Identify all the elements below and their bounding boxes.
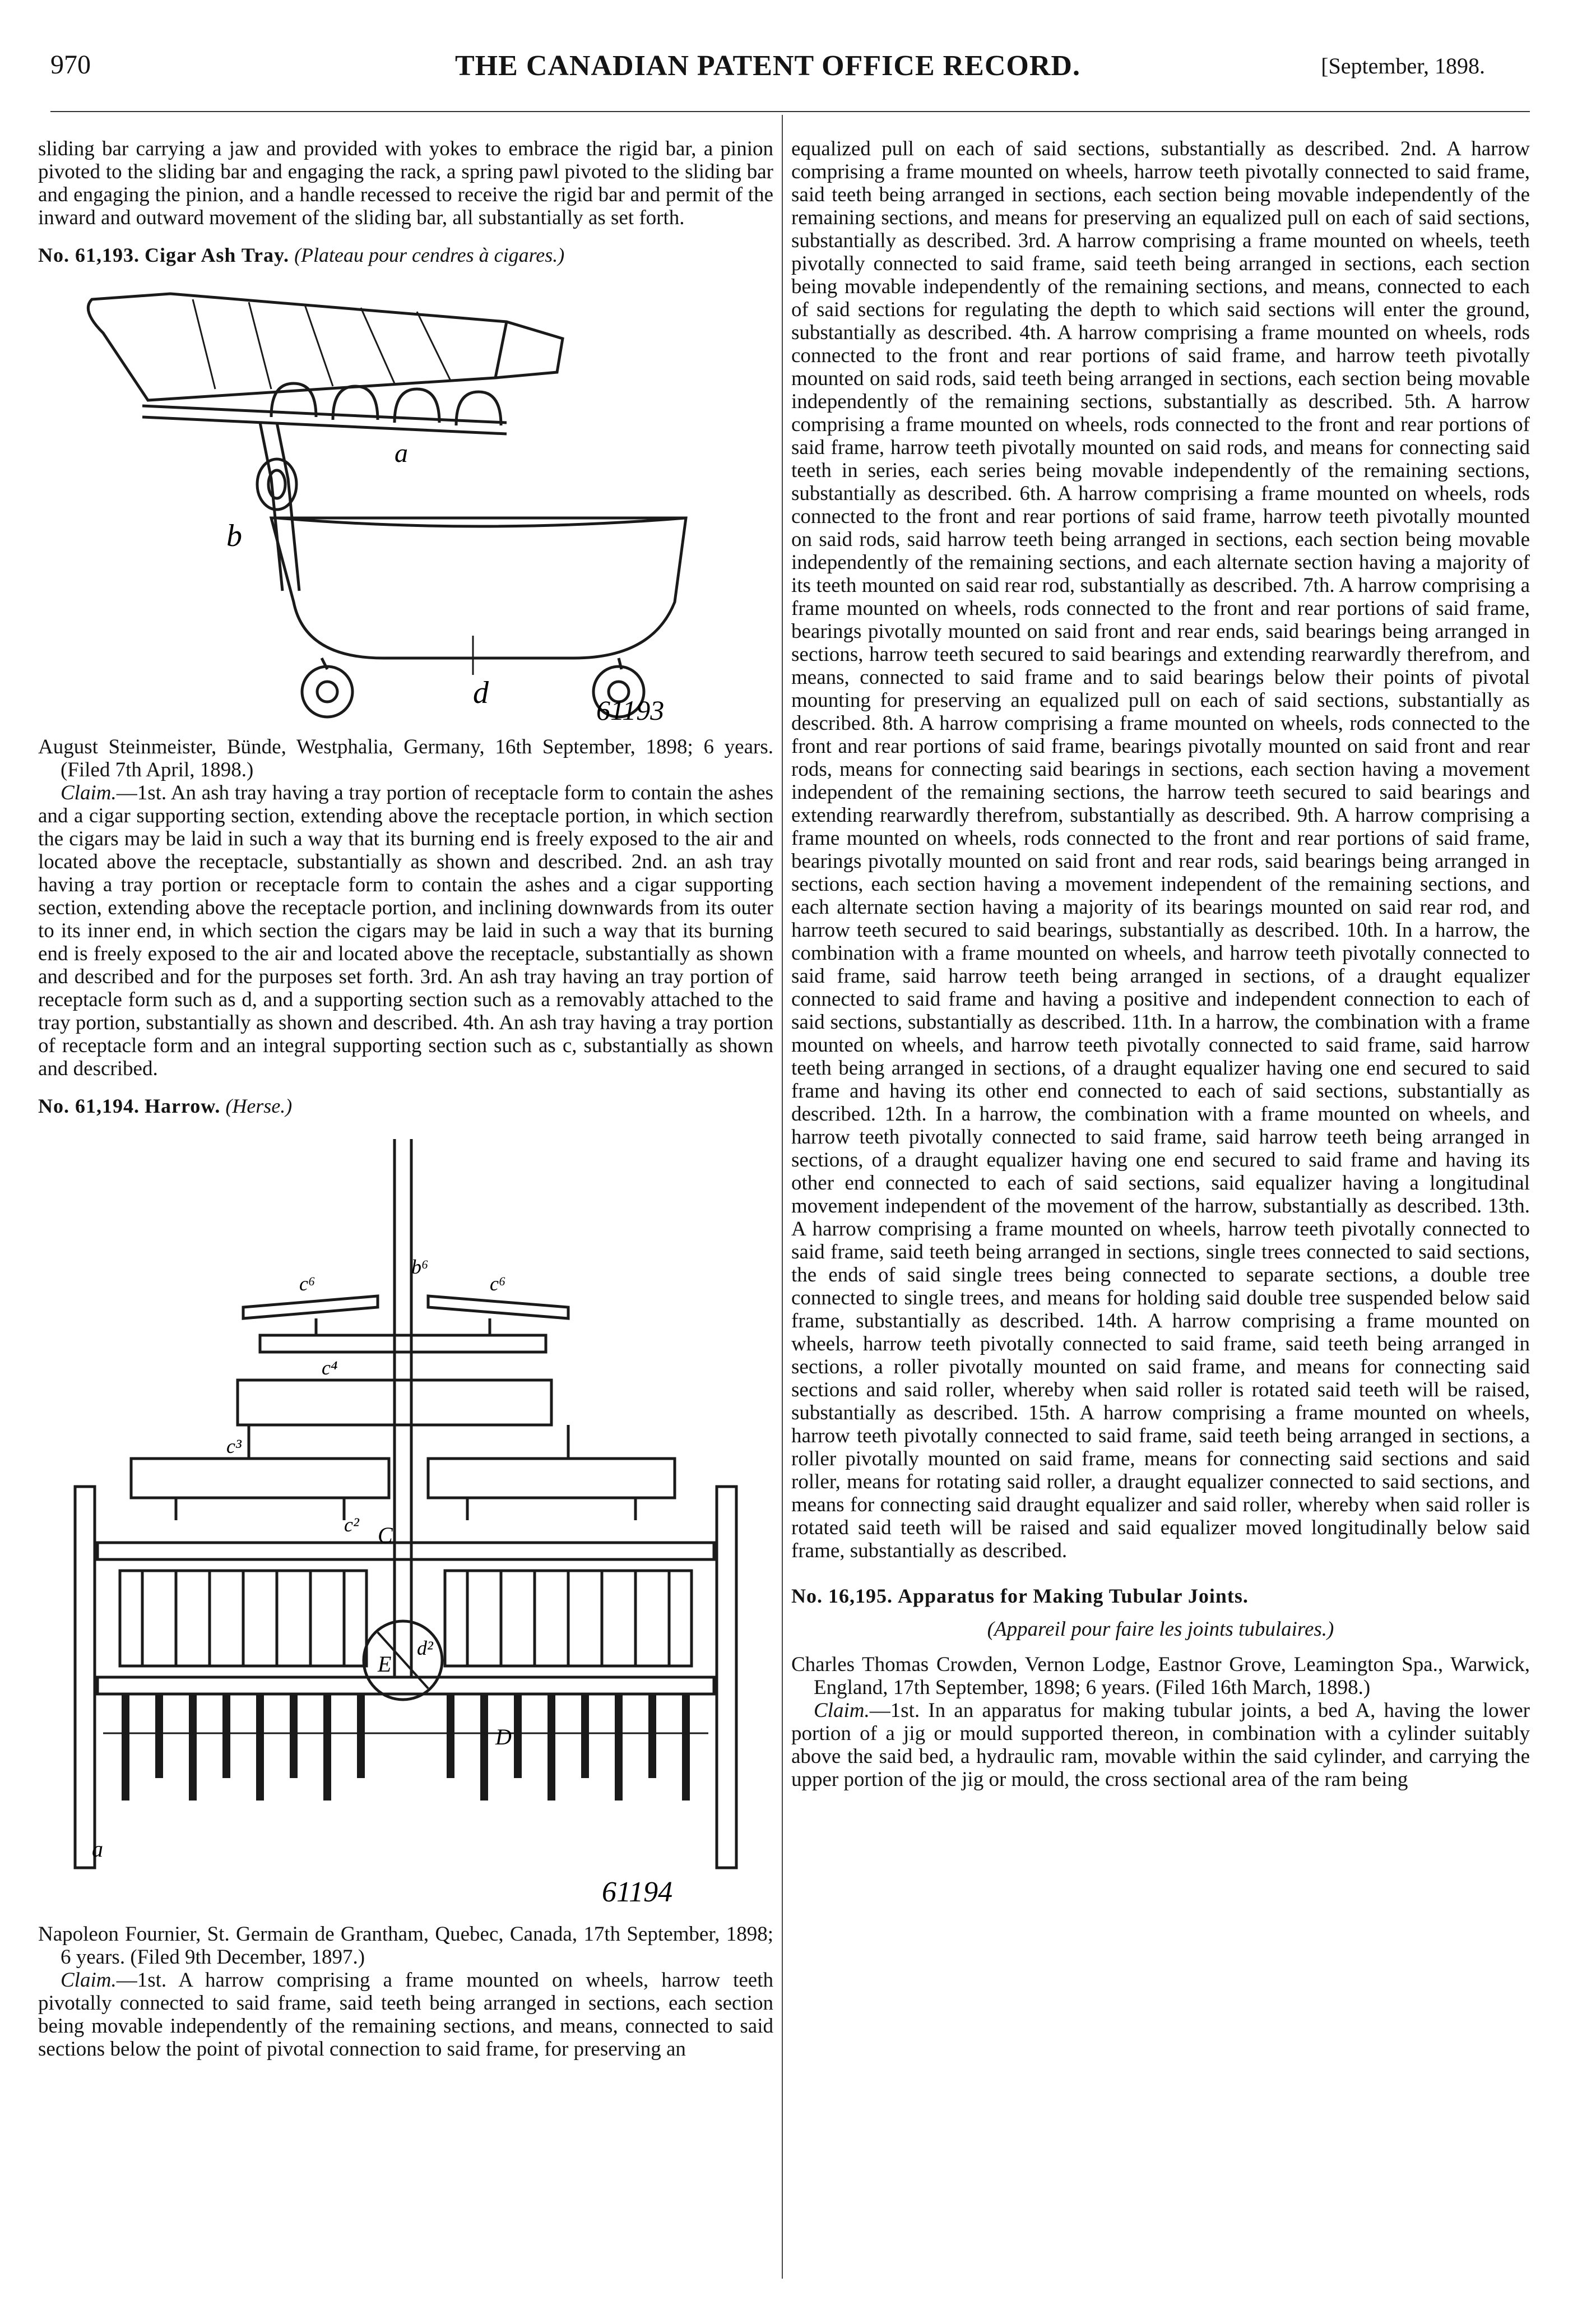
patent-number: No. 16,195. <box>791 1585 893 1607</box>
right-column <box>791 137 1530 1791</box>
claim-61193 <box>38 781 773 1080</box>
figure-label-E: E <box>378 1651 392 1677</box>
cigar-ash-tray-figure <box>69 277 742 725</box>
journal-title: THE CANADIAN PATENT OFFICE RECORD. <box>455 50 1080 82</box>
patent-heading-61194 <box>38 1095 773 1118</box>
patent-french-title: (Herse.) <box>225 1095 293 1117</box>
figure-label-b6: b⁶ <box>411 1256 429 1278</box>
patent-french-title: (Plateau pour cendres à cigares.) <box>294 244 565 266</box>
issue-date: [September, 1898. <box>1321 53 1485 78</box>
inventor-16195: Charles Thomas Crowden, Vernon Lodge, Eastnor Grove, Leamington Spa., Warwick, England, 17th September, 1898; 6 years. (Filed 16th March, 1898.) <box>791 1653 1530 1699</box>
claim-61194 <box>38 1969 773 2061</box>
figure-label-c2: c² <box>344 1513 359 1536</box>
page-header <box>50 49 1485 89</box>
figure-label-c4: c⁴ <box>322 1357 338 1379</box>
left-column <box>38 137 773 2061</box>
patent-number: No. 61,194. <box>38 1095 140 1117</box>
figure-label-a: a <box>395 438 408 468</box>
continuation-text-left: sliding bar carrying a jaw and provided with yokes to embrace the rigid bar, a pinion pivoted to the sliding bar and engaging the rack, a spring pawl pivoted to the sliding bar and engaging the pinion, and a handle recessed to receive the rigid bar and permit of the inward and outward movement of the sliding bar, all substantially as set forth. <box>38 137 773 229</box>
figure-label-c6-right: c⁶ <box>490 1272 506 1295</box>
column-divider <box>782 115 783 2279</box>
figure-label-c6-left: c⁶ <box>299 1272 316 1295</box>
figure-label-d: d <box>473 675 489 710</box>
inventor-61194: Napoleon Fournier, St. Germain de Grantham, Quebec, Canada, 17th September, 1898; 6 years. (Filed 9th December, 1897.) <box>38 1923 773 1969</box>
patent-heading-16195 <box>791 1585 1530 1608</box>
continuation-text-right: equalized pull on each of said sections, substantially as described. 2nd. A harrow comprising a frame mounted on wheels, harrow teeth pivotally connected to said frame, said teeth being arranged in sections, each section being movable independently of the remaining sections, and means for preserving an equalized pull on each of said sections, substantially as described. 3rd. A harrow comprising a frame mounted on wheels, teeth pivotally connected to said frame, said teeth being arranged in sections, each section being movable independently of the remaining sections, and means, connected to each of said sections for regulating the depth to which said sections will enter the ground, substantially as described. 4th. A harrow comprising a frame mounted on wheels, rods connected to the front and rear portions of said frame, and harrow teeth pivotally mounted on said rods, said teeth being arranged in sections, each section being movable independently of the remaining sections, substantially as described. 5th. A harrow comprising a frame mounted on wheels, rods connected to the front and rear portions of said frame, harrow teeth pivotally mounted on said rods, and means for connecting said teeth in series, each series being movable independently of the remaining sections, substantially as described. 6th. A harrow comprising a frame mounted on wheels, rods connected to the front and rear portions of said frame, harrow teeth pivotally mounted on said rods, said harrow teeth being arranged in sections, each section being movable independently of the remaining sections, and each alternate section having a majority of its teeth mounted on said rear rod, substantially as described. 7th. A harrow comprising a frame mounted on wheels, rods connected to the front and rear portions of said frame, bearings pivotally mounted on said front and rear ends, said bearings being arranged in sections, harrow teeth secured to said bearings and extending rearwardly therefrom, and means, connected to said frame and to said bearings below their points of pivotal mounting for preserving an equalized pull on each of said sections, substantially as described. 8th. A harrow comprising a frame mounted on wheels, rods connected to the front and rear portions of said frame, bearings pivotally mounted on said front and rear rods, means for connecting said bearings in sections, each section having a movement independent of the remaining sections, the harrow teeth secured to said bearings and extending rearwardly therefrom, substantially as described. 9th. A harrow comprising a frame mounted on wheels, rods connected to the front and rear portions of said frame, bearings pivotally mounted on said front and rear rods, said bearings being arranged in sections, each section having a movement independent of the remaining sections, and each alternate section having a majority of its bearings mounted on said rear rod, and harrow teeth secured to said bearings, substantially as described. 10th. In a harrow, the combination with a frame mounted on wheels, and harrow teeth pivotally connected to said frame, said harrow teeth being arranged in sections, of a draught equalizer connected to said frame and having a positive and independent connection to each of said sections, substantially as described. 11th. In a harrow, the combination with a frame mounted on wheels, and harrow teeth pivotally connected to said frame, said harrow teeth being arranged in sections, of a draught equalizer having one end secured to said frame and having its other end connected to each of said sections, substantially as described. 12th. In a harrow, the combination with a frame mounted on wheels, and harrow teeth pivotally connected to said frame, said harrow teeth being arranged in sections, of a draught equalizer having one end secured to said frame and having its other end connected to each of said sections, said equalizer having a longitudinal movement independent of the movement of the harrow, substantially as described. 13th. A harrow comprising a frame mounted on wheels, harrow teeth pivotally connected to said frame, said teeth being arranged in sections, single trees connected to said sections, the ends of said single trees being connected to separate sections, a double tree connected to single trees, and means for holding said double tree suspended below said frame, substantially as described. 14th. A harrow comprising a frame mounted on wheels, harrow teeth pivotally connected to said frame, said teeth being arranged in sections, a roller pivotally mounted on said frame, and means for connecting said sections and said roller, whereby when said roller is rotated said teeth will be raised, substantially as described. 15th. A harrow comprising a frame mounted on wheels, harrow teeth pivotally connected to said frame, said teeth being arranged in sections, a roller pivotally mounted on said frame, means for connecting said sections and said roller, means for rotating said roller, a draught equalizer connected to said sections, and means for connecting said draught equalizer and said roller, whereby when said roller is rotated said teeth will be raised and said equalizer moved longitudinally below said frame, substantially as described. <box>791 137 1530 1562</box>
claim-16195 <box>791 1699 1530 1791</box>
claim-label: Claim. <box>61 1969 117 1992</box>
inventor-61193: August Steinmeister, Bünde, Westphalia, Germany, 16th September, 1898; 6 years. (Filed 7th April, 1898.) <box>38 735 773 781</box>
figure-label-C: C <box>378 1522 393 1548</box>
figure-label-d2: d² <box>417 1637 433 1659</box>
patent-title: Apparatus for Making Tubular Joints. <box>898 1585 1249 1607</box>
claim-text: —1st. In an apparatus for making tubular joints, a bed A, having the lower portion of a jig or mould supported thereon, in combination with a cylinder suitably above the said bed, a hydraulic ram, movable within the said cylinder, and carrying the upper portion of the jig or mould, the cross sectional area of the ram being <box>791 1699 1530 1791</box>
patent-title: Harrow. <box>145 1095 221 1117</box>
patent-number: No. 61,193. <box>38 244 140 266</box>
claim-label: Claim. <box>814 1699 870 1722</box>
patent-heading-61193 <box>38 244 773 267</box>
claim-text: —1st. An ash tray having a tray portion of receptacle form to contain the ashes and a cigar supporting section, extending above the receptacle portion, in which section the cigars may be laid in such a way that its burning end is freely exposed to the air and located above the receptacle, substantially as shown and described. 2nd. an ash tray having a tray portion or receptacle form to contain the ashes and a cigar supporting section, extending above the receptacle portion, and inclining downwards from its outer to its inner end, in which section the cigars may be laid in such a way that its burning end is freely exposed to the air and located above the receptacle, substantially as shown and described and for the purposes set forth. 3rd. An ash tray having an tray portion of receptacle form such as d, and a supporting section such as a removably attached to the tray portion, substantially as shown and described. 4th. An ash tray having a tray portion of receptacle form and an integral supporting section such as c, substantially as shown and described. <box>38 781 773 1080</box>
header-rule <box>50 111 1530 112</box>
figure-number: 61193 <box>596 695 665 725</box>
patent-title: Cigar Ash Tray. <box>145 244 290 266</box>
harrow-figure <box>64 1128 748 1913</box>
figure-label-c3: c³ <box>226 1435 242 1457</box>
patent-french-title: (Appareil pour faire les joints tubulaires.) <box>987 1618 1334 1641</box>
figure-label-b: b <box>226 519 242 553</box>
claim-label: Claim. <box>61 781 117 804</box>
figure-number: 61194 <box>602 1876 673 1908</box>
figure-label-a: a <box>92 1836 103 1862</box>
figure-label-D: D <box>495 1724 512 1749</box>
claim-text: —1st. A harrow comprising a frame mounted on wheels, harrow teeth pivotally connected to said frame, said teeth being arranged in sections, each section being movable independently of the remaining sections, and means, connected to said sections below the point of pivotal connection to said frame, for preserving an <box>38 1969 773 2061</box>
page-number: 970 <box>50 50 91 80</box>
